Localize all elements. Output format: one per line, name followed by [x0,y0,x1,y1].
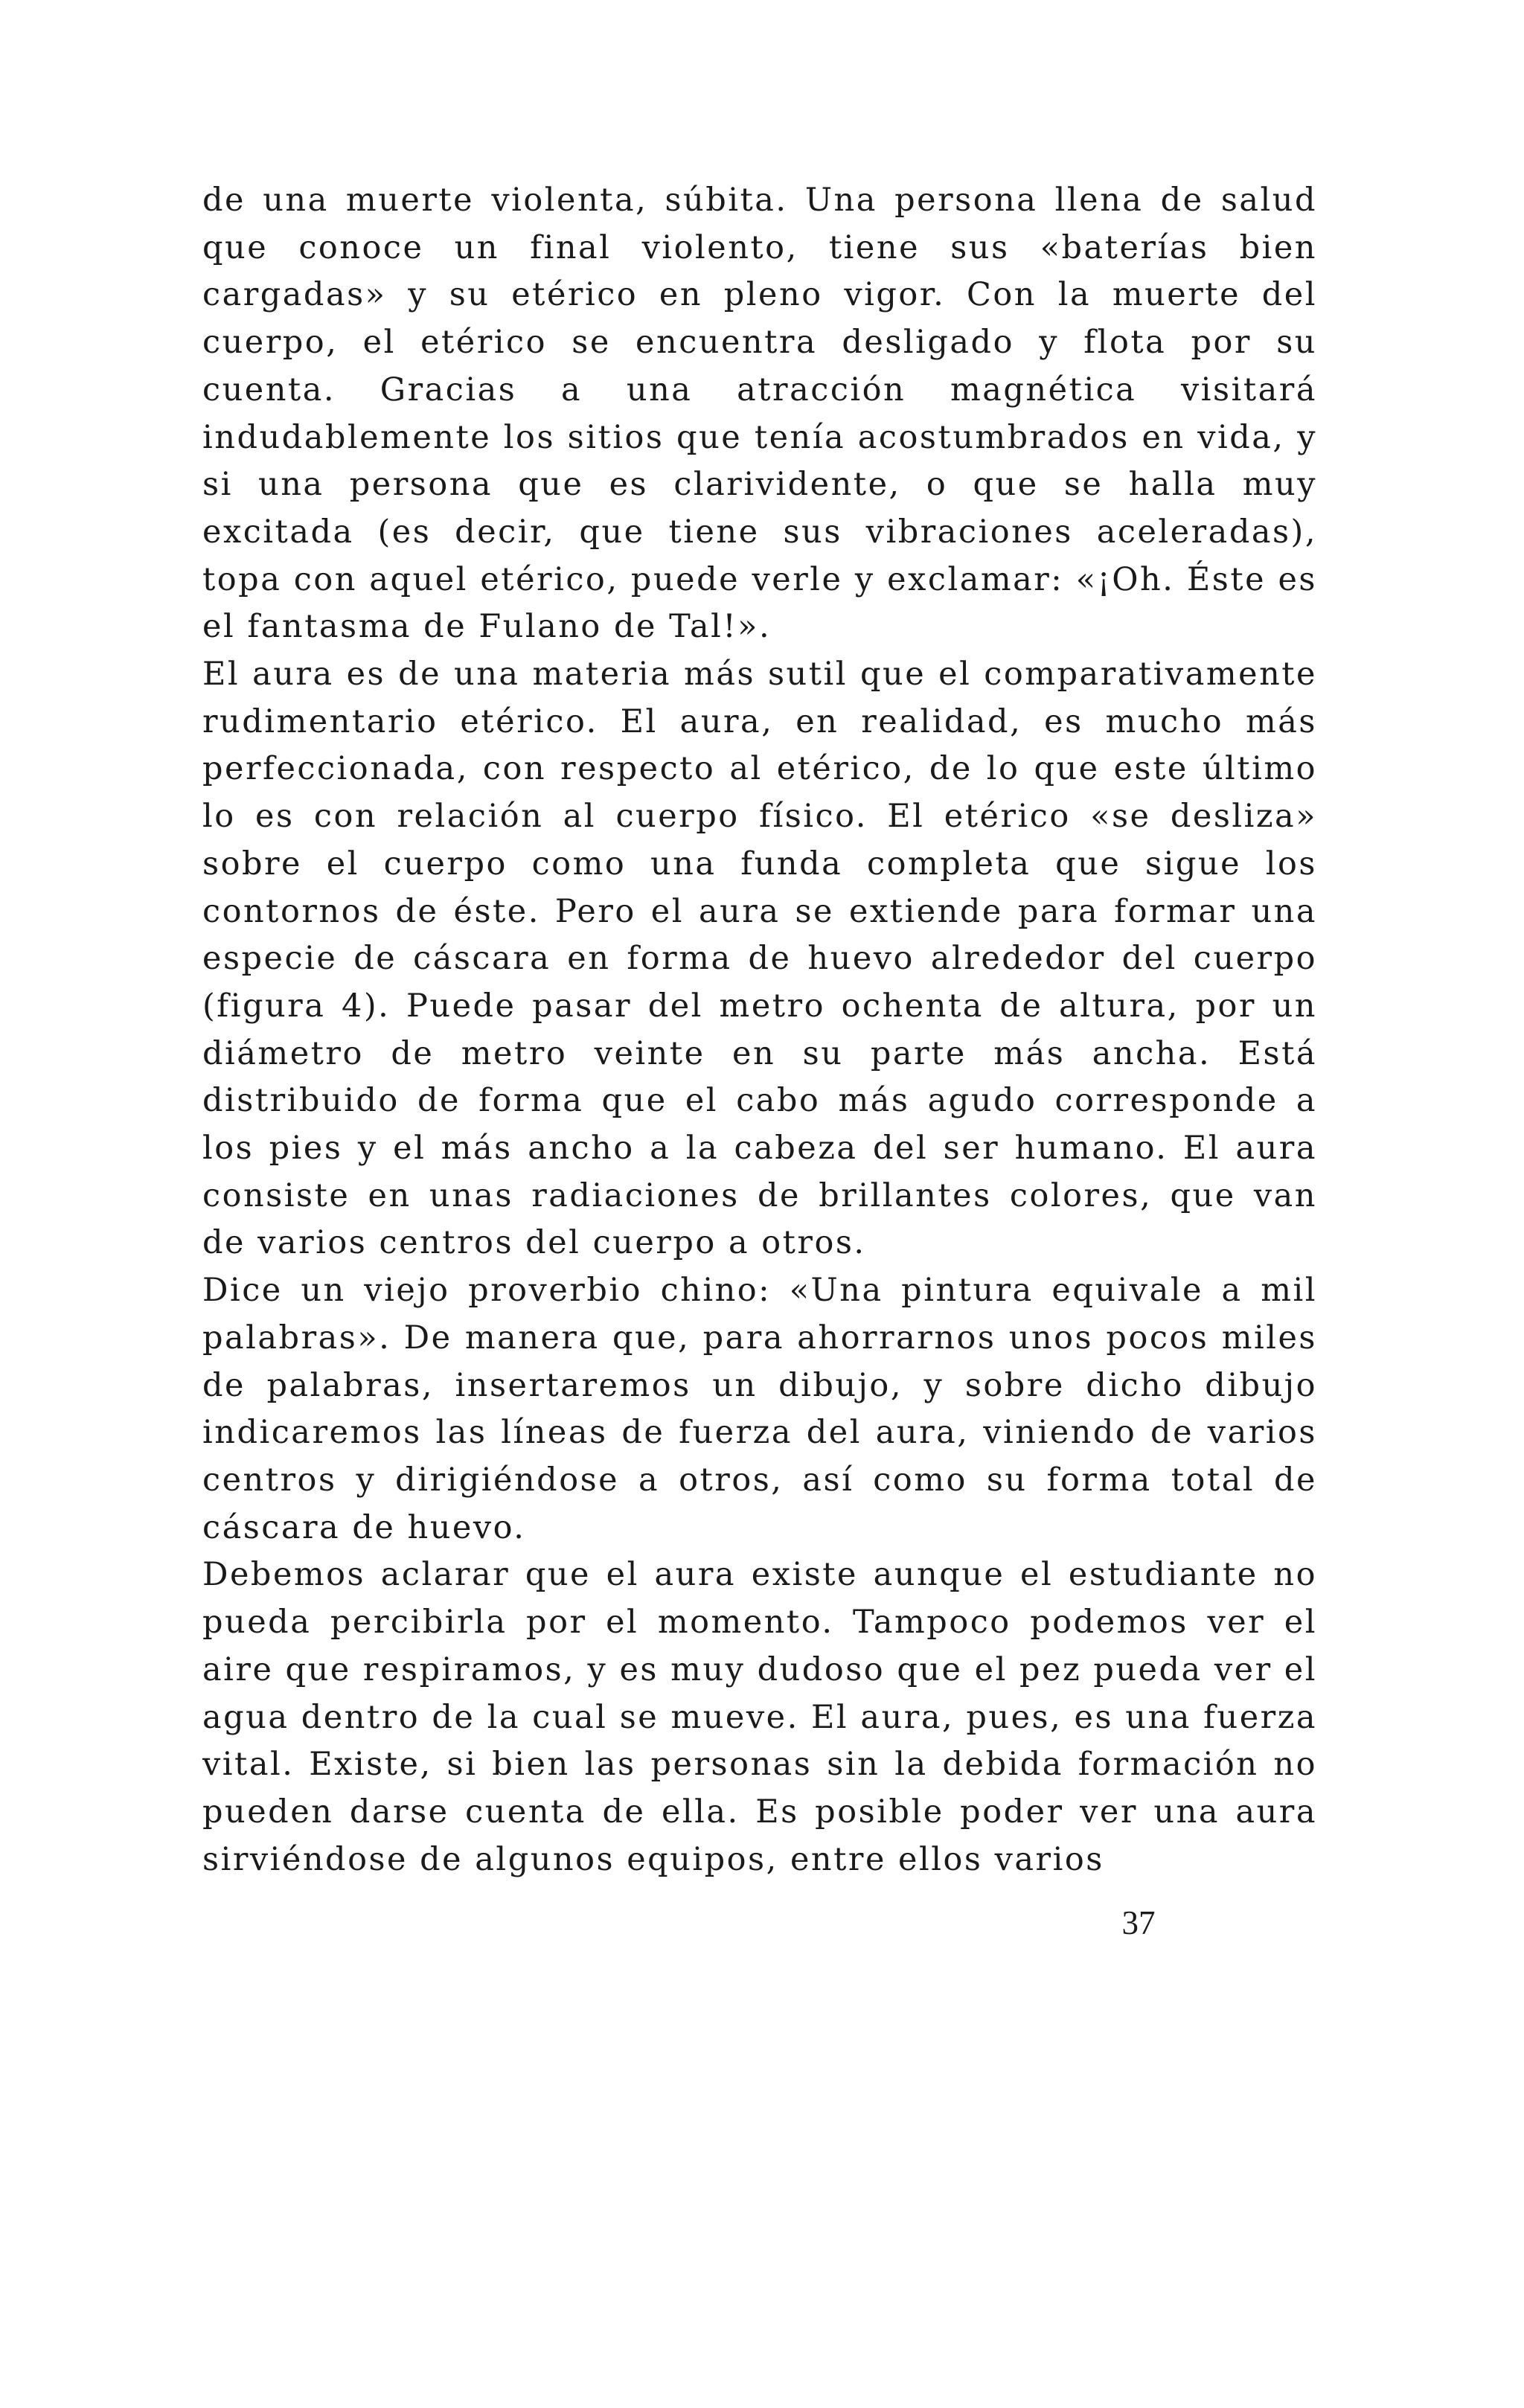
paragraph-4: Debemos aclarar que el aura existe aunque el estudiante no pueda percibirla por el momento. Tampoco podemos ver el aire que respiramos, y es muy dudoso que el pez pueda ver el agua dentro de la cual se mueve. El aura, pues, es una fuerza vital. Existe, si bien las personas sin la debida formación no pueden darse cuenta de ella. Es posible poder ver una aura sirviéndose de algunos equipos, entre ellos varios [202,1556,1317,1878]
paragraph-3: Dice un viejo proverbio chino: «Una pintura equivale a mil palabras». De manera que, para ahorrarnos unos pocos miles de palabras, insertaremos un dibujo, y sobre dicho dibujo indicaremos las líneas de fuerza del aura, viniendo de varios centros y dirigiéndose a otros, así como su forma total de cáscara de huevo. [202,1272,1317,1546]
body-text [202,177,1317,1883]
paragraph-2: El aura es de una materia más sutil que el comparativamente rudimentario etérico. El aura, en realidad, es mucho más perfeccionada, con respecto al etérico, de lo que este último lo es con relación al cuerpo físico. El etérico «se desliza» sobre el cuerpo como una funda completa que sigue los contornos de éste. Pero el aura se extiende para formar una especie de cáscara en forma de huevo alrededor del cuerpo (figura 4). Puede pasar del metro ochenta de altura, por un diámetro de metro veinte en su parte más ancha. Está distribuido de forma que el cabo más agudo corresponde a los pies y el más ancho a la cabeza del ser humano. El aura consiste en unas radiaciones de brillantes colores, que van de varios centros del cuerpo a otros. [202,656,1317,1262]
page-number: 37 [1121,1904,1156,1941]
paragraph-1: de una muerte violenta, súbita. Una persona llena de salud que conoce un final violento, tiene sus «baterías bien cargadas» y su etérico en pleno vigor. Con la muerte del cuerpo, el etérico se encuentra desligado y flota por su cuenta. Gracias a una atracción magnética visitará indudablemente los sitios que tenía acostumbrados en vida, y si una persona que es clarividente, o que se halla muy excitada (es decir, que tiene sus vibraciones aceleradas), topa con aquel etérico, puede verle y exclamar: «¡Oh. Éste es el fantasma de Fulano de Tal!». [202,182,1317,646]
